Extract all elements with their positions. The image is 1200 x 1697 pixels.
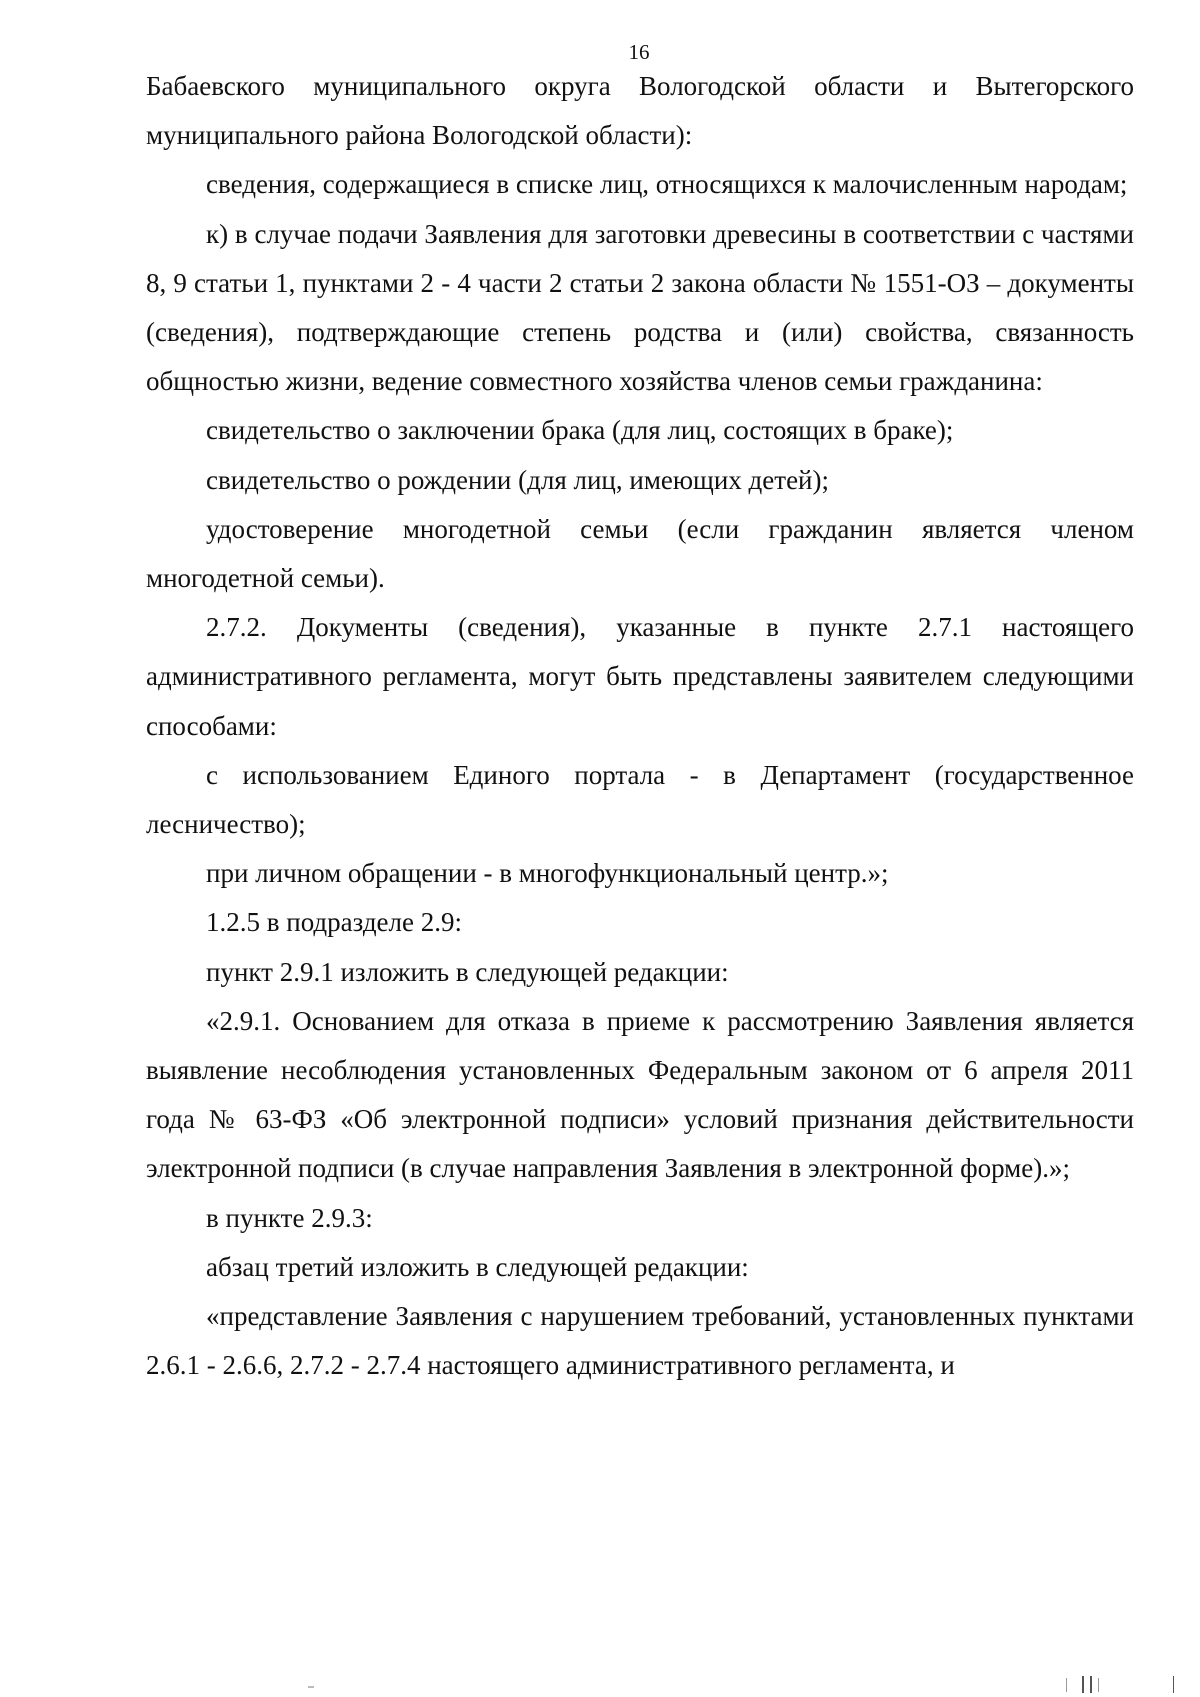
paragraph-continues: «представление Заявления с нарушением требований, установленных пунктами 2.6.1 - 2.6.6, 2.7.2 - 2.7.4 настоящего административного регламента, и xyxy=(146,1301,1134,1381)
paragraph: свидетельство о рождении (для лиц, имеющих детей); xyxy=(206,464,829,495)
paragraph-continuation: Бабаевского муниципального округа Вологодской области и Вытегорского муниципального района Вологодской области): xyxy=(146,71,1134,151)
page-number: 16 xyxy=(628,40,650,64)
paragraph-item-k: к) в случае подачи Заявления для заготовки древесины в соответствии с частями 8, 9 статьи 1, пунктами 2 - 4 части 2 статьи 2 закона области № 1551-ОЗ – документы (сведения), подтверждающие степень родства и (или) свойства, связанность общностью жизни, ведение совместного хозяйства членов семьи гражданина: xyxy=(146,218,1134,397)
paragraph: удостоверение многодетной семьи (если гражданин является членом многодетной семьи). xyxy=(146,513,1134,594)
paragraph: при личном обращении - в многофункциональный центр.»; xyxy=(206,858,889,889)
paragraph: абзац третий изложить в следующей редакции: xyxy=(206,1251,749,1282)
scan-artifact xyxy=(1082,1676,1084,1693)
paragraph-2-9-1: «2.9.1. Основанием для отказа в приеме к рассмотрению Заявления является выявление несоблюдения установленных Федеральным законом от 6 апреля 2011 года № 63-ФЗ «Об электронной подписи» условий признания действительности электронной подписи (в случае направления Заявления в электронной форме).»; xyxy=(146,1005,1134,1184)
paragraph: с использованием Единого портала - в Департамент (государственное лесничество); xyxy=(146,759,1134,840)
scan-artifact xyxy=(1090,1676,1092,1693)
scan-artifact xyxy=(1173,1676,1174,1693)
paragraph-2-7-2: 2.7.2. Документы (сведения), указанные в пункте 2.7.1 настоящего административного регламента, могут быть представлены заявителем следующими способами: xyxy=(146,612,1134,741)
paragraph: в пункте 2.9.3: xyxy=(206,1202,373,1233)
paragraph: свидетельство о заключении брака (для лиц, состоящих в браке); xyxy=(206,415,954,446)
paragraph: пункт 2.9.1 изложить в следующей редакции: xyxy=(206,956,729,987)
scan-artifact xyxy=(308,1686,314,1688)
paragraph: сведения, содержащиеся в списке лиц, относящихся к малочисленным народам; xyxy=(206,169,1128,200)
document-body xyxy=(146,62,1134,1390)
scan-artifact xyxy=(1066,1678,1067,1692)
paragraph-1-2-5: 1.2.5 в подразделе 2.9: xyxy=(206,907,462,938)
scan-artifact xyxy=(1098,1678,1099,1692)
